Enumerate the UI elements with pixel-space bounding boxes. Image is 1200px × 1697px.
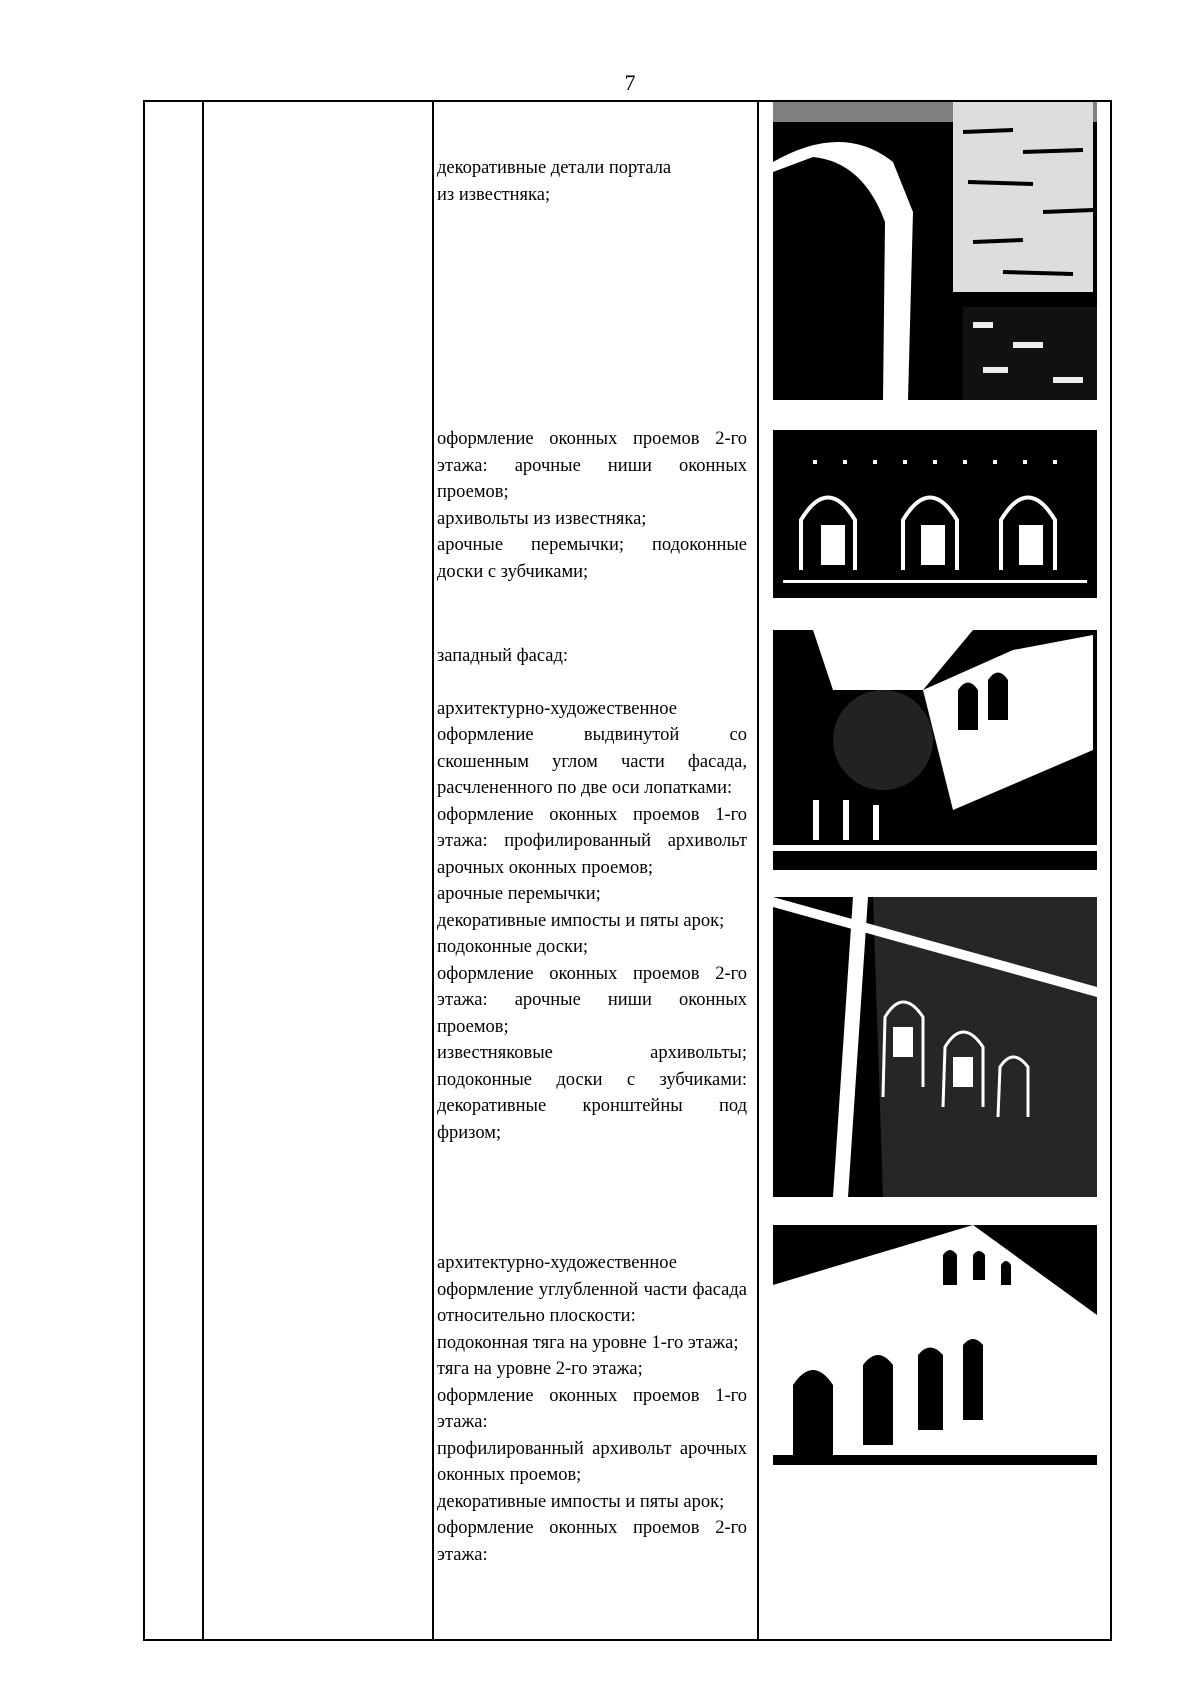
text-line: декоративные импосты и пяты арок; [437, 910, 725, 931]
section-heading: западный фасад: [437, 646, 569, 666]
text-line: архивольты из известняка; [437, 508, 647, 529]
recessed-facade-photo [773, 1225, 1097, 1465]
text-line: арочные перемычки; [437, 884, 601, 904]
west-facade-description [437, 643, 747, 1146]
text-line: декоративные импосты и пяты арок; [437, 1491, 725, 1512]
portal-arch-photo [773, 102, 1097, 400]
text-line: оформление оконных проемов 1-го этажа: профилированный архивольт арочных оконных проемов; [437, 804, 747, 878]
second-floor-windows-description [437, 426, 747, 585]
text-line: оформление оконных проемов 1-го этажа: [437, 1385, 747, 1432]
text-line: арочные перемычки; подоконные доски с зубчиками; [437, 535, 747, 582]
text-line: архитектурно-художественное оформление углубленной части фасада относительно плоскости: [437, 1253, 747, 1326]
column-divider [202, 102, 204, 1639]
page-number: 7 [624, 70, 636, 95]
text-line: тяга на уровне 2-го этажа; [437, 1359, 643, 1379]
portal-description [437, 155, 747, 208]
recessed-facade-description [437, 1250, 747, 1568]
text-line: подоконные доски; [437, 937, 589, 957]
text-line: оформление оконных проемов 2-го этажа: [437, 1518, 747, 1565]
text-line: профилированный архивольт арочных оконных проемов; [437, 1438, 747, 1485]
column-divider [432, 102, 434, 1639]
window-arches-photo [773, 430, 1097, 598]
facade-corner-photo [773, 897, 1097, 1197]
text-line: из известняка; [437, 184, 551, 205]
text-line: оформление оконных проемов 2-го этажа: арочные ниши оконных проемов; [437, 429, 747, 502]
text-line: оформление оконных проемов 2-го этажа: арочные ниши оконных проемов; [437, 963, 747, 1037]
text-line: известняковые архивольты; подоконные доски с зубчиками: декоративные кронштейны под фризом; [437, 1043, 747, 1143]
text-line: архитектурно-художественное оформление выдвинутой со скошенным углом части фасада, расчлененного по две оси лопатками: [437, 698, 747, 798]
west-facade-photo [773, 630, 1097, 870]
column-divider [757, 102, 759, 1639]
text-line: подоконная тяга на уровне 1-го этажа; [437, 1332, 739, 1353]
text-line: декоративные детали портала [437, 158, 672, 178]
